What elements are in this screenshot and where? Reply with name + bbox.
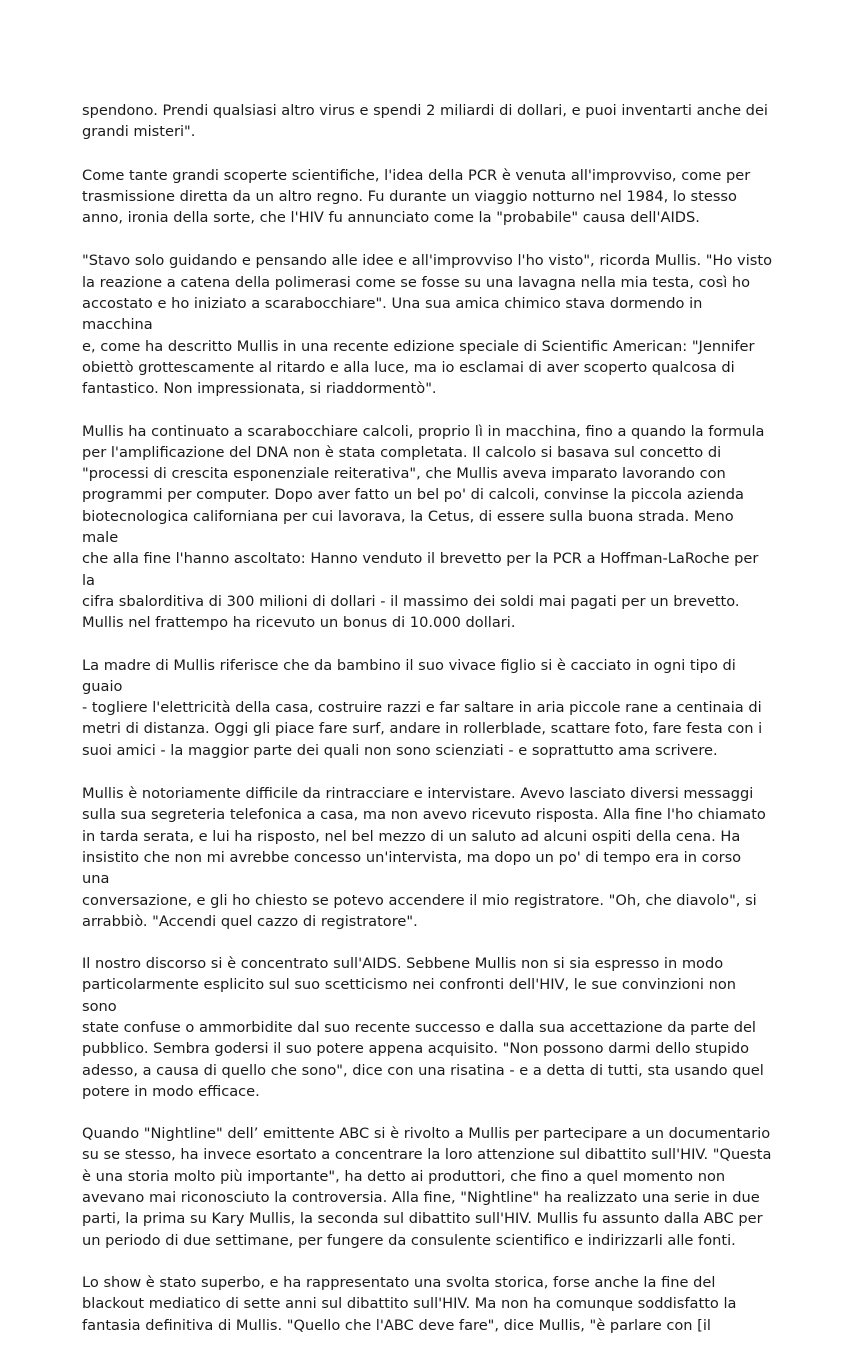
document-page (82, 100, 772, 1357)
paragraph-5: La madre di Mullis riferisce che da bambino il suo vivace figlio si è cacciato in ogni tipo di guaio - togliere l'elettricità della casa, costruire razzi e far saltare in aria piccole rane a centinaia di metri di distanza. Oggi gli piace fare surf, andare in rollerblade, scattare foto, fare festa con i suoi amici - la maggior parte dei quali non sono scienziati - e soprattutto ama scrivere. (82, 656, 763, 759)
paragraph-3: "Stavo solo guidando e pensando alle idee e all'improvviso l'ho visto", ricorda Mullis. "Ho visto la reazione a catena della polimerasi come se fosse su una lavagna nella mia testa, così ho accostato e ho iniziato a scarabocchiare". Una sua amica chimico stava dormendo in macchina e, come ha descritto Mullis in una recente edizione speciale di Scientific American: "Jennifer obiettò grottescamente al ritardo e alla luce, ma io esclamai di aver scoperto qualcosa di fantastico. Non impressionata, si riaddormentò". (82, 252, 772, 398)
paragraph-6: Mullis è notoriamente difficile da rintracciare e intervistare. Avevo lasciato diversi messaggi sulla sua segreteria telefonica a casa, ma non avevo ricevuto risposta. Alla fine l'ho chiamato in tarda serata, e lui ha risposto, nel bel mezzo di un saluto ad alcuni ospiti della cena. Ha insistito che non mi avrebbe concesso un'intervista, ma dopo un po' di tempo era in corso una conversazione, e gli ho chiesto se potevo accendere il mio registratore. "Oh, che diavolo", si arrabbiò. "Accendi quel cazzo di registratore". (82, 785, 766, 930)
paragraph-1: spendono. Prendi qualsiasi altro virus e spendi 2 miliardi di dollari, e puoi inventarti anche dei grandi misteri". (82, 102, 768, 141)
paragraph-9: Lo show è stato superbo, e ha rappresentato una svolta storica, forse anche la fine del blackout mediatico di sette anni sul dibattito sull'HIV. Ma non ha comunque soddisfatto la fantasia definitiva di Mullis. "Quello che l'ABC deve fare", dice Mullis, "è parlare con [il (82, 1273, 737, 1334)
paragraph-8: Quando "Nightline" dell’ emittente ABC si è rivolto a Mullis per partecipare a un documentario su se stesso, ha invece esortato a concentrare la loro attenzione sul dibattito sull'HIV. "Questa è una storia molto più importante", ha detto ai produttori, che fino a quel momento non avevano mai riconosciuto la controversia. Alla fine, "Nightline" ha realizzato una serie in due parti, la prima su Kary Mullis, la seconda sul dibattito sull'HIV. Mullis fu assunto dalla ABC per un periodo di due settimane, per fungere da consulente scientifico e indirizzarli alle fonti. (82, 1125, 772, 1249)
paragraph-4: Mullis ha continuato a scarabocchiare calcoli, proprio lì in macchina, fino a quando la formula per l'amplificazione del DNA non è stata completata. Il calcolo si basava sul concetto di "processi di crescita esponenziale reiterativa", che Mullis aveva imparato lavorando con programmi per computer. Dopo aver fatto un bel po' di calcoli, convinse la piccola azienda biotecnologica californiana per cui lavorava, la Cetus, di essere sulla buona strada. Meno male che alla fine l'hanno ascoltato: Hanno venduto il brevetto per la PCR a Hoffman-LaRoche per la cifra sbalorditiva di 300 milioni di dollari - il massimo dei soldi mai pagati per un brevetto. Mullis nel frattempo ha ricevuto un bonus di 10.000 dollari. (82, 422, 765, 632)
paragraph-2: Come tante grandi scoperte scientifiche, l'idea della PCR è venuta all'improvviso, come per trasmissione diretta da un altro regno. Fu durante un viaggio notturno nel 1984, lo stesso anno, ironia della sorte, che l'HIV fu annunciato come la "probabile" causa dell'AIDS. (82, 166, 751, 227)
paragraph-7: Il nostro discorso si è concentrato sull'AIDS. Sebbene Mullis non si sia espresso in modo particolarmente esplicito sul suo scetticismo nei confronti dell'HIV, le sue convinzioni non sono state confuse o ammorbidite dal suo recente successo e dalla sua accettazione da parte del pubblico. Sembra godersi il suo potere appena acquisito. "Non possono darmi dello stupido adesso, a causa di quello che sono", dice con una risatina - e a detta di tutti, sta usando quel potere in modo efficace. (82, 955, 764, 1100)
